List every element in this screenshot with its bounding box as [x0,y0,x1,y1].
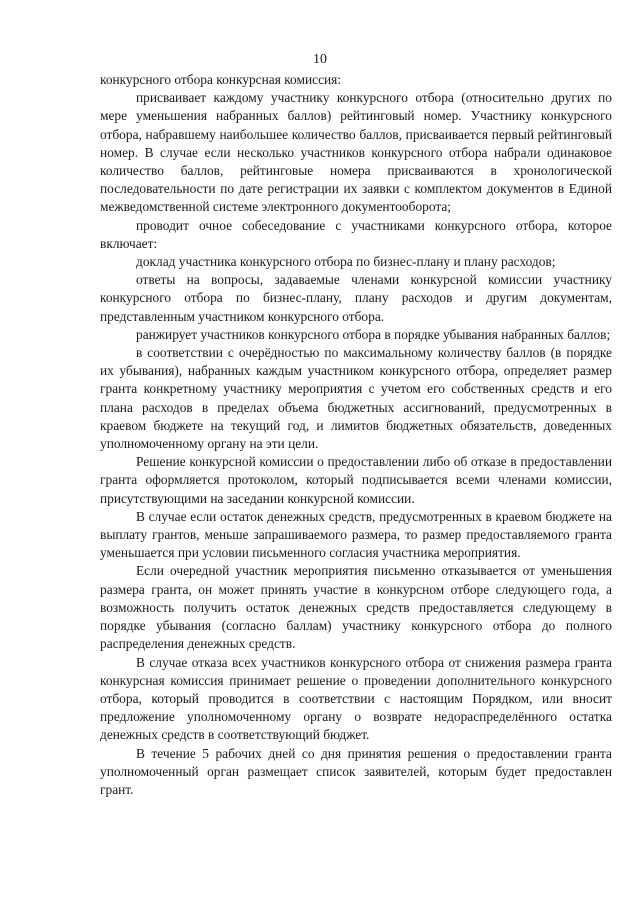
paragraph-12: В течение 5 рабочих дней со дня принятия решения о предоставлении гранта уполномоченный орган размещает список заявителей, которым будет предоставлен грант. [100,745,612,797]
paragraph-10: Если очередной участник мероприятия письменно отказывается от уменьшения размера гранта, он может принять участие в конкурсном отборе следующего года, а возможность получить остаток денежных средств предоставляется следующему в порядке убывания (согласно баллам) участнику конкурсного отбора до полного распределения денежных средств. [100,563,612,652]
paragraph-5: ответы на вопросы, задаваемые членами конкурсной комиссии участнику конкурсного отбора по бизнес-плану, плану расходов и другим документам, представленным участником конкурсного отбора. [100,272,612,324]
paragraph-7: в соответствии с очерёдностью по максимальному количеству баллов (в порядке их убывания), набранных каждым участником конкурсного отбора, определяет размер гранта конкретному участнику мероприятия с учетом его собственных средств и его плана расходов в пределах объема бюджетных ассигнований, предусмотренных в краевом бюджете на текущий год, и лимитов бюджетных обязательств, доведенных уполномоченному органу на эти цели. [100,345,612,452]
paragraph-9: В случае если остаток денежных средств, предусмотренных в краевом бюджете на выплату грантов, меньше запрашиваемого размера, то размер предоставляемого гранта уменьшается при условии письменного согласия участника мероприятия. [100,508,612,561]
paragraph-2: присваивает каждому участнику конкурсного отбора (относительно других по мере уменьшения набранных баллов) рейтинговый номер. Участнику конкурсного отбора, набравшему наибольшее количество баллов, присваивается первый рейтинговый номер. В случае если несколько участников конкурсного отбора набрали одинаковое количество баллов, рейтинговые номера присваиваются в хронологической последовательности по дате регистрации их заявки с комплектом документов в Единой межведомственной системе электронного документооборота; [100,90,612,215]
paragraph-6: ранжирует участников конкурсного отбора в порядке убывания набранных баллов; [136,326,611,342]
paragraph-11: В случае отказа всех участников конкурсного отбора от снижения размера гранта конкурсная комиссия принимает решение о проведении дополнительного конкурсного отбора, который проводится в соответствии с настоящим Порядком, или вносит предложение уполномоченному органу о возврате недораспределённого остатка денежных средств в соответствующий бюджет. [100,654,612,743]
paragraph-8: Решение конкурсной комиссии о предоставлении либо об отказе в предоставлении гранта оформляется протоколом, который подписывается всеми членами комиссии, присутствующими на заседании конкурсной комиссии. [100,454,612,506]
paragraph-4: доклад участника конкурсного отбора по бизнес-плану и плану расходов; [136,254,556,270]
paragraph-3: проводит очное собеседование с участниками конкурсного отбора, которое включает: [100,217,612,251]
page-number: 10 [313,52,327,67]
paragraph-1: конкурсного отбора конкурсная комиссия: [100,72,342,87]
document-body [100,71,612,799]
